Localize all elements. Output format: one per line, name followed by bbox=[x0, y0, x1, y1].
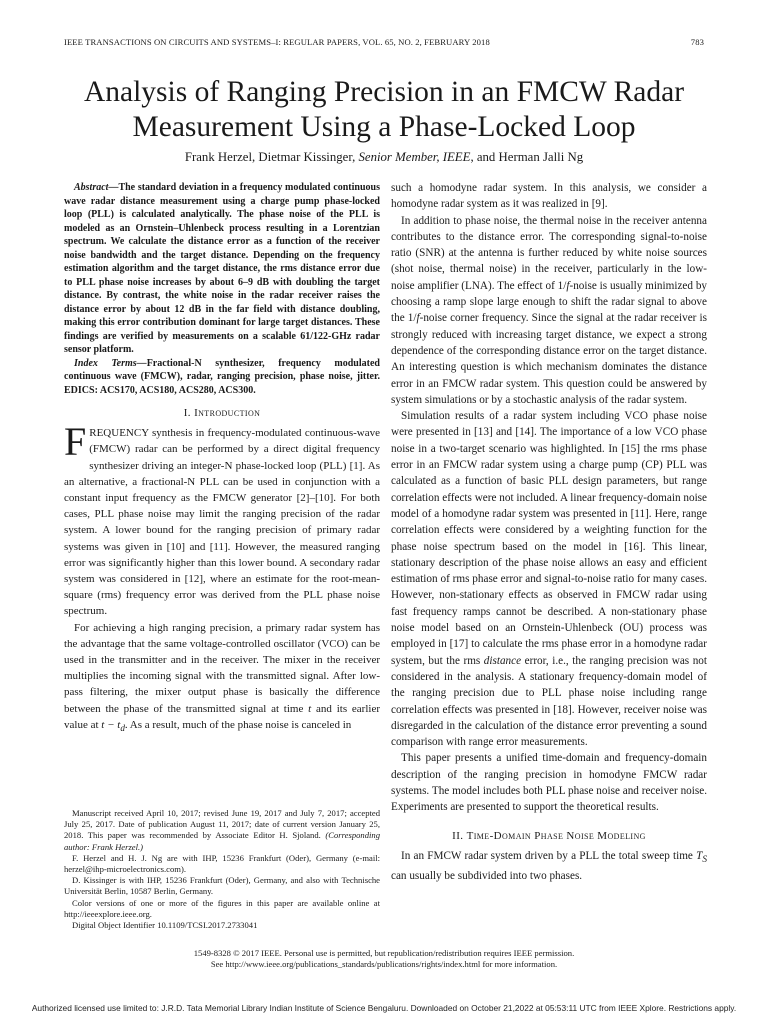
journal-header: IEEE TRANSACTIONS ON CIRCUITS AND SYSTEMS–I: REGULAR PAPERS, VOL. 65, NO. 2, FEBRUARY 2018 bbox=[64, 37, 490, 47]
running-header bbox=[64, 37, 704, 47]
intro-paragraph-2 bbox=[64, 620, 380, 737]
footnote-manuscript bbox=[64, 808, 380, 853]
index-terms-text: Fractional-N synthesizer, frequency modulated continuous wave (FMCW), radar, ranging precision, phase noise, jitter. EDICS: ACS170, ACS180, ACS280, ACS300. bbox=[64, 357, 380, 396]
right-paragraph-0: such a homodyne radar system. In this analysis, we consider a homodyne radar system as it was realized in [9]. bbox=[391, 182, 707, 211]
math-expr: t − t bbox=[101, 718, 121, 731]
s2-p1-a: In an FMCW radar system driven by a PLL the total sweep time bbox=[401, 849, 697, 862]
paper-title bbox=[40, 75, 728, 145]
section-numeral: II. bbox=[452, 829, 467, 842]
math-t: t bbox=[308, 702, 312, 715]
right-column bbox=[391, 180, 707, 885]
copyright-line-1: 1549-8328 © 2017 IEEE. Personal use is permitted, but republication/redistribution requires IEEE permission. bbox=[193, 948, 575, 958]
abstract-text: The standard deviation in a frequency modulated continuous wave radar distance measurement using a charge pump phase-locked loop (PLL) is calculated analytically. The phase noise of the PLL is modeled as an Ornstein–Uhlenbeck process resulting in a Lorentzian spectrum. We calculate the distance error as a function of the receiver noise bandwidth and the target distance. Depending on the frequency estimation algorithm and the target distance, the rms distance error due to PLL phase noise increases by about 6–9 dB with doubling the target distance. By contrast, the white noise in the radar receiver raises the distance error by about 12 dB in the far field with distance doubling, making this error contribution dominant for large target distances. These findings are verified by measurements on a scalable 61/122-GHz radar sensor platform. bbox=[64, 182, 380, 355]
rc-p2-a: Simulation results of a radar system including VCO phase noise were presented in [13] and [14]. The importance of a low VCO phase noise in a two-target scenario was highlighted. In [15] the rms phase error in an FMCW radar system using a charge pump (CP) PLL was calculated as a function of basic PLL design parameters, but range correlation effects were not included. A linear frequency-domain noise model of a homodyne radar system was presented in [11]. Here, range correlation effects were considered by a weighting function for the phase noise spectrum based on the model in [16]. This linear, stationary description of the phase noise allows an easy and efficient estimation of rms phase error and signal-to-noise ratio for many cases. However, non-stationary effects as observed in FMCW radar using fast frequency ramps cannot be described. A non-stationary phase noise model based on an Ornstein-Uhlenbeck (OU) process was employed in [17] to calculate the rms phase error in a homodyne radar system, but the rms bbox=[391, 410, 707, 667]
authors-names: Frank Herzel, Dietmar Kissinger, bbox=[184, 150, 359, 164]
section-heading-time-domain bbox=[391, 828, 707, 844]
left-column bbox=[64, 181, 380, 736]
intro-p2-c: . As a result, much of the phase noise is canceled in bbox=[124, 718, 352, 731]
corresponding-author: (Corresponding author: Frank Herzel.) bbox=[64, 830, 380, 852]
drop-cap: F bbox=[64, 419, 87, 465]
section2-paragraph-1 bbox=[391, 848, 707, 885]
right-paragraph-3: This paper presents a unified time-domain and frequency-domain description of the ranging precision in homodyne FMCW radar systems. The model includes both PLL phase noise and receiver noise. Experiments are presented to support the theoretical results. bbox=[391, 752, 707, 814]
footnote-affiliation-1: F. Herzel and H. J. Ng are with IHP, 15236 Frankfurt (Oder), Germany (e-mail: herzel@ihp-microelectronics.com). bbox=[64, 852, 380, 875]
abstract bbox=[64, 181, 380, 357]
index-terms-label: Index Terms— bbox=[74, 357, 147, 369]
section-title: Introduction bbox=[194, 407, 261, 419]
right-paragraph-1 bbox=[391, 213, 707, 409]
copyright-notice bbox=[64, 948, 704, 970]
rc-p1-a: In addition to phase noise, the thermal noise in the receiver antenna contributes to the distance error. The corresponding signal-to-noise ratio (SNR) at the antenna is further reduced by white noise sources (shot noise, thermal noise) in the receiver, particularly in the low-noise amplifier (LNA). The effect of 1/ bbox=[391, 214, 707, 292]
math-sub-d: d bbox=[120, 723, 125, 734]
page-number: 783 bbox=[690, 37, 704, 47]
s2-p1-b: can usually be subdivided into two phases. bbox=[391, 870, 583, 883]
index-terms bbox=[64, 357, 380, 398]
section-title: Time-Domain Phase Noise Modeling bbox=[466, 829, 646, 842]
math-f-1: f bbox=[566, 279, 570, 292]
footnotes bbox=[64, 808, 380, 931]
intro-p2-b: and its earlier value at bbox=[64, 702, 380, 731]
footnote-color: Color versions of one or more of the figures in this paper are available online at http://ieeexplore.ieee.org. bbox=[64, 897, 380, 919]
section-heading-introduction bbox=[64, 405, 380, 421]
math-sub-S: S bbox=[702, 855, 707, 866]
rc-p2-b: error, i.e., the ranging precision was not considered in the analysis. A stationary frequency-domain model of the ranging precision due to PLL phase noise including range correlation effects was presented in [18]. However, receiver noise was disregarded in the calculation of the distance error preventing a sound comparison with range error measurements. bbox=[391, 654, 707, 749]
copyright-line-2: See http://www.ieee.org/publications_standards/publications/rights/index.html for more information. bbox=[210, 959, 558, 970]
math-T: T bbox=[696, 849, 703, 862]
footnote-doi: Digital Object Identifier 10.1109/TCSI.2017.2733041 bbox=[72, 920, 258, 931]
rc-p1-b: -noise is usually minimized by choosing a ramp slope large enough to shift the radar signal to above the 1/ bbox=[391, 279, 708, 325]
intro-p2-a: For achieving a high ranging precision, a primary radar system has the advantage that the same voltage-controlled oscillator (VCO) can be used in the transmitter and in the receiver. The mixer in the receiver multiplies the incoming signal with the transmitted signal. After low-pass filtering, the mixer output phase is basically the difference between the phase of the transmitted signal at time bbox=[64, 621, 380, 715]
intro-paragraph-1 bbox=[64, 419, 380, 619]
authors-names-end: , and Herman Jalli Ng bbox=[470, 150, 584, 164]
rc-p2-italic: distance bbox=[483, 654, 522, 667]
intro-p1-text: REQUENCY synthesis in frequency-modulated continuous-wave (FMCW) radar can be performed by a direct digital frequency synthesizer driving an integer-N phase-locked loop (PLL) [1]. As an alternative, a fractional-N PLL can be used in conjunction with a constant input frequency as the FMCW generator [2]–[10]. For both cases, PLL phase noise may limit the ranging precision of the radar system. A lower bound for the ranging precision of primary radar systems was given in [10] and [11]. However, the measured ranging error was significantly higher than this lower bound. A secondary radar system was considered in [12], where an estimate for the root-mean-square (rms) frequency error was derived from the PLL phase noise spectrum. bbox=[64, 427, 380, 618]
footnote-affiliation-2: D. Kissinger is with IHP, 15236 Frankfurt (Oder), Germany, and also with Technische Universität Berlin, 10587 Berlin, Germany. bbox=[64, 875, 380, 897]
rc-p1-c: -noise corner frequency. Since the signal at the radar receiver is strongly reduced with increasing target distance, we expect a strong dependence of the corresponding distance error on the target distance. An interesting question is which mechanism dominates the distance error in an FMCW radar system. This question could be answered by system simulations or by a stochastic analysis of the radar system. bbox=[391, 312, 707, 406]
footnote-manuscript-text: Manuscript received April 10, 2017; revised June 19, 2017 and July 7, 2017; accepted July 25, 2017. Date of publication August 11, 2017; date of current version January 25, 2018. This paper was recommended by Associate Editor H. Sjoland. bbox=[64, 808, 380, 841]
right-paragraph-2 bbox=[391, 408, 707, 750]
section-numeral: I. bbox=[183, 407, 195, 419]
title-line-2: Measurement Using a Phase-Locked Loop bbox=[132, 111, 636, 143]
abstract-label: Abstract— bbox=[74, 182, 119, 193]
author-membership: Senior Member, IEEE bbox=[358, 150, 471, 164]
title-line-1: Analysis of Ranging Precision in an FMCW Radar bbox=[83, 76, 685, 108]
math-f-2: f bbox=[416, 312, 420, 325]
authorized-use-notice: Authorized licensed use limited to: J.R.D. Tata Memorial Library Indian Institute of Science Bengaluru. Downloaded on October 21,2022 at 05:53:11 UTC from IEEE Xplore. Restrictions apply. bbox=[31, 1003, 737, 1013]
author-list bbox=[0, 150, 768, 165]
